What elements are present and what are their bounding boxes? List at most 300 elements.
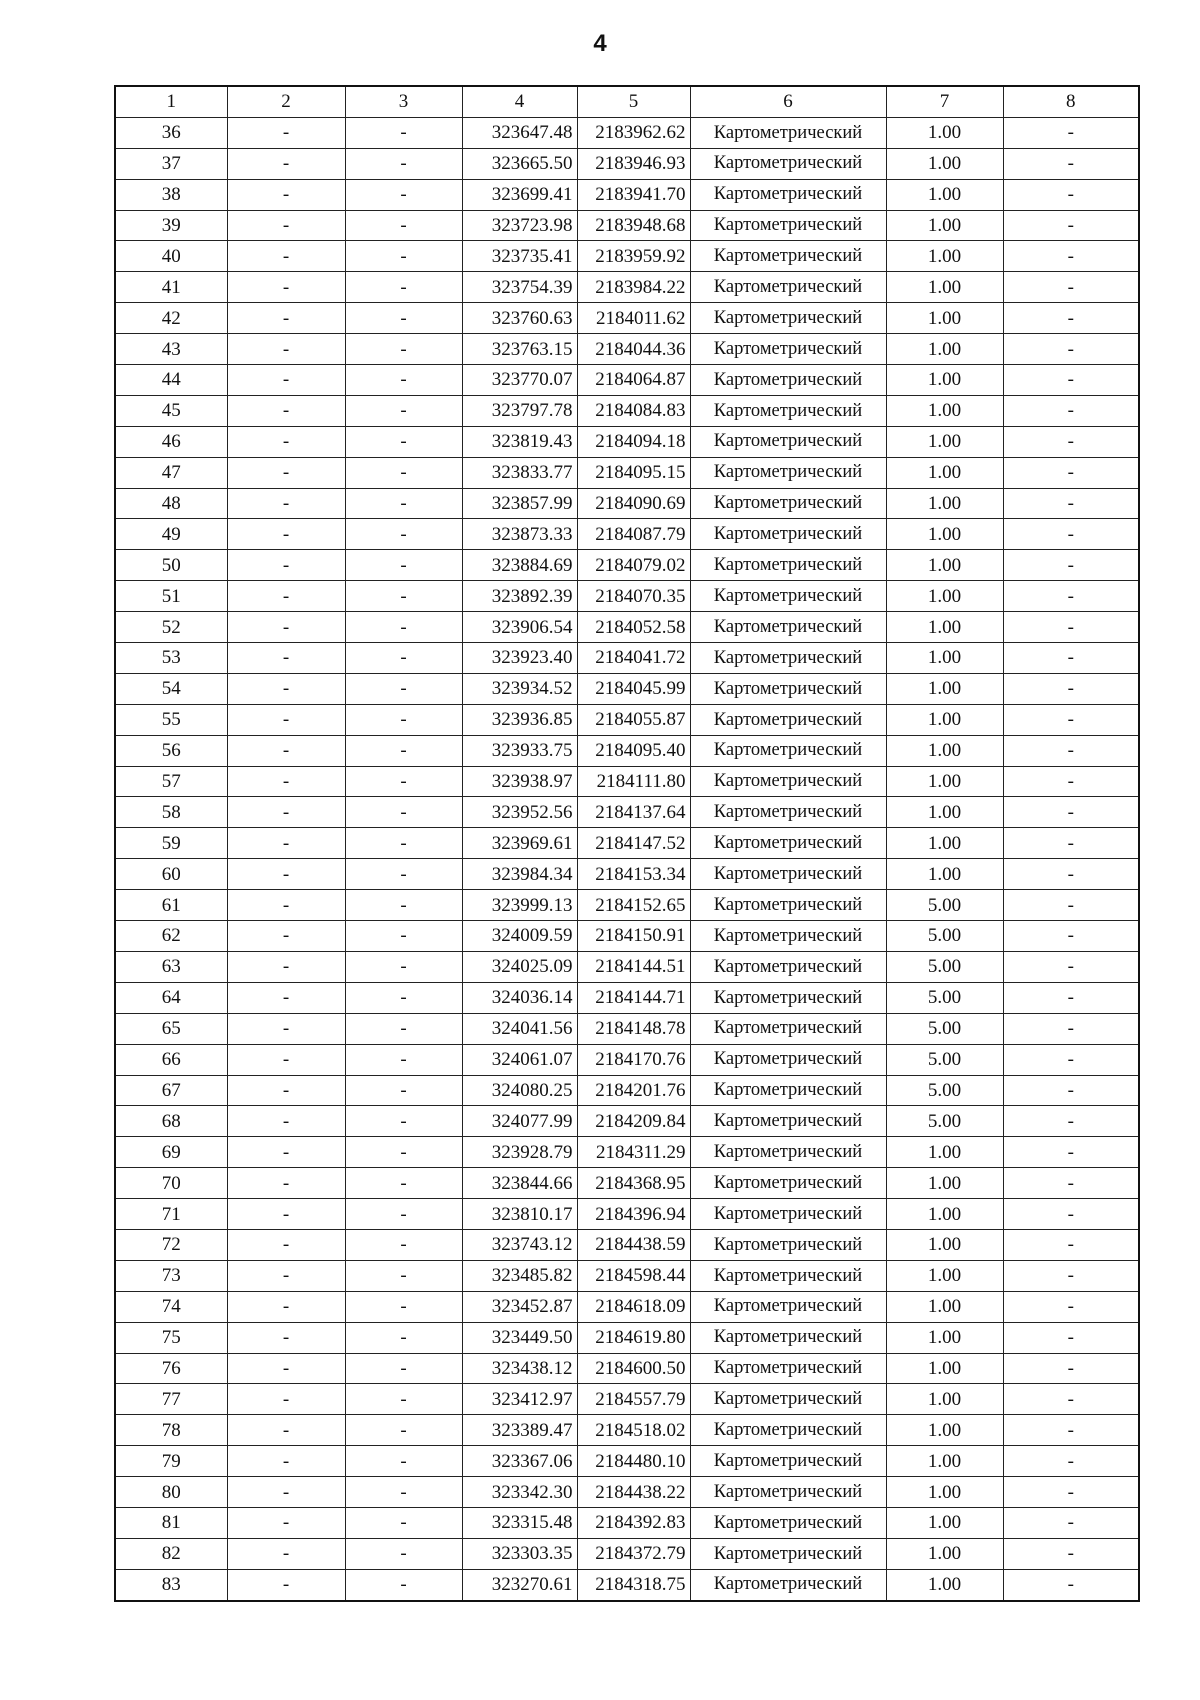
method-cell: Картометрический: [690, 1446, 886, 1477]
table-row: [115, 828, 1139, 859]
x-coordinate-cell: 323723.98: [462, 210, 577, 241]
accuracy-cell: 1.00: [886, 828, 1003, 859]
accuracy-cell: 1.00: [886, 797, 1003, 828]
x-coordinate-cell: 323389.47: [462, 1415, 577, 1446]
x-coordinate-cell: 323797.78: [462, 395, 577, 426]
column-3-cell: -: [345, 241, 462, 272]
method-cell: Картометрический: [690, 241, 886, 272]
method-cell: Картометрический: [690, 1477, 886, 1508]
point-number-cell: 46: [115, 426, 227, 457]
y-coordinate-cell: 2184064.87: [577, 365, 690, 396]
y-coordinate-cell: 2184318.75: [577, 1569, 690, 1600]
point-number-cell: 59: [115, 828, 227, 859]
table-row: [115, 148, 1139, 179]
column-8-cell: -: [1003, 1137, 1139, 1168]
x-coordinate-cell: 323933.75: [462, 735, 577, 766]
point-number-cell: 60: [115, 859, 227, 890]
table-row: [115, 1477, 1139, 1508]
point-number-cell: 41: [115, 272, 227, 303]
accuracy-cell: 1.00: [886, 1569, 1003, 1600]
accuracy-cell: 5.00: [886, 890, 1003, 921]
table-row: [115, 1353, 1139, 1384]
point-number-cell: 58: [115, 797, 227, 828]
column-3-cell: -: [345, 1569, 462, 1600]
column-8-cell: -: [1003, 334, 1139, 365]
column-8-cell: -: [1003, 426, 1139, 457]
table-row: [115, 704, 1139, 735]
x-coordinate-cell: 323412.97: [462, 1384, 577, 1415]
accuracy-cell: 1.00: [886, 241, 1003, 272]
column-3-cell: -: [345, 1106, 462, 1137]
column-3-cell: -: [345, 797, 462, 828]
point-number-cell: 61: [115, 890, 227, 921]
column-3-cell: -: [345, 426, 462, 457]
point-number-cell: 80: [115, 1477, 227, 1508]
y-coordinate-cell: 2184209.84: [577, 1106, 690, 1137]
x-coordinate-cell: 323485.82: [462, 1260, 577, 1291]
method-cell: Картометрический: [690, 179, 886, 210]
method-cell: Картометрический: [690, 1106, 886, 1137]
point-number-cell: 40: [115, 241, 227, 272]
accuracy-cell: 1.00: [886, 519, 1003, 550]
point-number-cell: 78: [115, 1415, 227, 1446]
column-8-cell: -: [1003, 303, 1139, 334]
table-row: [115, 488, 1139, 519]
y-coordinate-cell: 2184144.71: [577, 982, 690, 1013]
method-cell: Картометрический: [690, 643, 886, 674]
column-8-cell: -: [1003, 1168, 1139, 1199]
column-3-cell: -: [345, 612, 462, 643]
accuracy-cell: 5.00: [886, 921, 1003, 952]
point-number-cell: 38: [115, 179, 227, 210]
table-row: [115, 1229, 1139, 1260]
method-cell: Картометрический: [690, 550, 886, 581]
column-2-cell: -: [227, 179, 345, 210]
column-3-cell: -: [345, 643, 462, 674]
y-coordinate-cell: 2184045.99: [577, 673, 690, 704]
table-row: [115, 426, 1139, 457]
x-coordinate-cell: 323857.99: [462, 488, 577, 519]
column-3-cell: -: [345, 488, 462, 519]
column-8-cell: -: [1003, 519, 1139, 550]
column-8-cell: -: [1003, 1260, 1139, 1291]
x-coordinate-cell: 323906.54: [462, 612, 577, 643]
accuracy-cell: 1.00: [886, 148, 1003, 179]
table-row: [115, 1075, 1139, 1106]
column-header: 2: [227, 86, 345, 117]
y-coordinate-cell: 2183948.68: [577, 210, 690, 241]
method-cell: Картометрический: [690, 1538, 886, 1569]
column-8-cell: -: [1003, 1569, 1139, 1600]
accuracy-cell: 1.00: [886, 426, 1003, 457]
point-number-cell: 53: [115, 643, 227, 674]
column-2-cell: -: [227, 1199, 345, 1230]
column-3-cell: -: [345, 1415, 462, 1446]
column-8-cell: -: [1003, 117, 1139, 148]
accuracy-cell: 1.00: [886, 117, 1003, 148]
column-8-cell: -: [1003, 1538, 1139, 1569]
column-8-cell: -: [1003, 921, 1139, 952]
table-row: [115, 210, 1139, 241]
x-coordinate-cell: 323449.50: [462, 1322, 577, 1353]
column-8-cell: -: [1003, 148, 1139, 179]
column-3-cell: -: [345, 890, 462, 921]
point-number-cell: 69: [115, 1137, 227, 1168]
x-coordinate-cell: 323938.97: [462, 766, 577, 797]
point-number-cell: 36: [115, 117, 227, 148]
table-row: [115, 612, 1139, 643]
column-8-cell: -: [1003, 1106, 1139, 1137]
accuracy-cell: 1.00: [886, 1260, 1003, 1291]
column-3-cell: -: [345, 365, 462, 396]
x-coordinate-cell: 323923.40: [462, 643, 577, 674]
column-8-cell: -: [1003, 735, 1139, 766]
accuracy-cell: 1.00: [886, 1229, 1003, 1260]
table-header-row: [115, 86, 1139, 117]
table-row: [115, 1168, 1139, 1199]
y-coordinate-cell: 2184598.44: [577, 1260, 690, 1291]
accuracy-cell: 1.00: [886, 859, 1003, 890]
column-header: 3: [345, 86, 462, 117]
table-row: [115, 921, 1139, 952]
method-cell: Картометрический: [690, 334, 886, 365]
column-8-cell: -: [1003, 210, 1139, 241]
column-8-cell: -: [1003, 1013, 1139, 1044]
x-coordinate-cell: 323770.07: [462, 365, 577, 396]
method-cell: Картометрический: [690, 272, 886, 303]
column-3-cell: -: [345, 1446, 462, 1477]
point-number-cell: 48: [115, 488, 227, 519]
accuracy-cell: 1.00: [886, 1291, 1003, 1322]
x-coordinate-cell: 324061.07: [462, 1044, 577, 1075]
column-8-cell: -: [1003, 766, 1139, 797]
method-cell: Картометрический: [690, 519, 886, 550]
x-coordinate-cell: 323810.17: [462, 1199, 577, 1230]
column-8-cell: -: [1003, 1384, 1139, 1415]
y-coordinate-cell: 2184311.29: [577, 1137, 690, 1168]
column-2-cell: -: [227, 1075, 345, 1106]
point-number-cell: 42: [115, 303, 227, 334]
column-3-cell: -: [345, 673, 462, 704]
column-8-cell: -: [1003, 859, 1139, 890]
y-coordinate-cell: 2184137.64: [577, 797, 690, 828]
y-coordinate-cell: 2184150.91: [577, 921, 690, 952]
column-2-cell: -: [227, 488, 345, 519]
point-number-cell: 63: [115, 951, 227, 982]
x-coordinate-cell: 323735.41: [462, 241, 577, 272]
column-2-cell: -: [227, 1229, 345, 1260]
table-row: [115, 272, 1139, 303]
column-8-cell: -: [1003, 1291, 1139, 1322]
table-row: [115, 1199, 1139, 1230]
column-3-cell: -: [345, 457, 462, 488]
table-row: [115, 519, 1139, 550]
column-8-cell: -: [1003, 828, 1139, 859]
method-cell: Картометрический: [690, 581, 886, 612]
table-row: [115, 735, 1139, 766]
y-coordinate-cell: 2184095.15: [577, 457, 690, 488]
method-cell: Картометрический: [690, 704, 886, 735]
method-cell: Картометрический: [690, 1137, 886, 1168]
x-coordinate-cell: 323873.33: [462, 519, 577, 550]
column-2-cell: -: [227, 1260, 345, 1291]
table-row: [115, 1569, 1139, 1600]
column-8-cell: -: [1003, 1353, 1139, 1384]
column-2-cell: -: [227, 457, 345, 488]
method-cell: Картометрический: [690, 735, 886, 766]
column-3-cell: -: [345, 1507, 462, 1538]
column-2-cell: -: [227, 117, 345, 148]
column-3-cell: -: [345, 1075, 462, 1106]
column-8-cell: -: [1003, 241, 1139, 272]
table-row: [115, 1106, 1139, 1137]
column-3-cell: -: [345, 210, 462, 241]
point-number-cell: 73: [115, 1260, 227, 1291]
column-2-cell: -: [227, 1384, 345, 1415]
column-3-cell: -: [345, 1384, 462, 1415]
column-2-cell: -: [227, 1106, 345, 1137]
point-number-cell: 47: [115, 457, 227, 488]
x-coordinate-cell: 323892.39: [462, 581, 577, 612]
column-3-cell: -: [345, 982, 462, 1013]
y-coordinate-cell: 2184090.69: [577, 488, 690, 519]
accuracy-cell: 1.00: [886, 1384, 1003, 1415]
x-coordinate-cell: 323928.79: [462, 1137, 577, 1168]
point-number-cell: 55: [115, 704, 227, 735]
table-row: [115, 1507, 1139, 1538]
point-number-cell: 70: [115, 1168, 227, 1199]
table-row: [115, 303, 1139, 334]
column-3-cell: -: [345, 581, 462, 612]
column-8-cell: -: [1003, 1075, 1139, 1106]
column-2-cell: -: [227, 1415, 345, 1446]
y-coordinate-cell: 2184170.76: [577, 1044, 690, 1075]
page-number: 4: [593, 30, 607, 57]
column-8-cell: -: [1003, 797, 1139, 828]
column-2-cell: -: [227, 241, 345, 272]
method-cell: Картометрический: [690, 1199, 886, 1230]
point-number-cell: 57: [115, 766, 227, 797]
column-8-cell: -: [1003, 395, 1139, 426]
accuracy-cell: 1.00: [886, 766, 1003, 797]
column-2-cell: -: [227, 921, 345, 952]
point-number-cell: 71: [115, 1199, 227, 1230]
table-row: [115, 982, 1139, 1013]
x-coordinate-cell: 323969.61: [462, 828, 577, 859]
method-cell: Картометрический: [690, 1013, 886, 1044]
column-3-cell: -: [345, 859, 462, 890]
column-3-cell: -: [345, 395, 462, 426]
column-header: 1: [115, 86, 227, 117]
column-8-cell: -: [1003, 612, 1139, 643]
x-coordinate-cell: 323438.12: [462, 1353, 577, 1384]
column-3-cell: -: [345, 1353, 462, 1384]
x-coordinate-cell: 323699.41: [462, 179, 577, 210]
column-2-cell: -: [227, 673, 345, 704]
table-body: [115, 117, 1139, 1600]
column-2-cell: -: [227, 426, 345, 457]
y-coordinate-cell: 2183941.70: [577, 179, 690, 210]
point-number-cell: 76: [115, 1353, 227, 1384]
accuracy-cell: 1.00: [886, 643, 1003, 674]
table-row: [115, 1044, 1139, 1075]
accuracy-cell: 1.00: [886, 1477, 1003, 1508]
column-3-cell: -: [345, 828, 462, 859]
column-3-cell: -: [345, 1013, 462, 1044]
table-row: [115, 766, 1139, 797]
table-row: [115, 673, 1139, 704]
method-cell: Картометрический: [690, 1229, 886, 1260]
column-3-cell: -: [345, 519, 462, 550]
method-cell: Картометрический: [690, 921, 886, 952]
y-coordinate-cell: 2184619.80: [577, 1322, 690, 1353]
y-coordinate-cell: 2184518.02: [577, 1415, 690, 1446]
column-3-cell: -: [345, 550, 462, 581]
column-8-cell: -: [1003, 365, 1139, 396]
accuracy-cell: 1.00: [886, 334, 1003, 365]
column-8-cell: -: [1003, 1446, 1139, 1477]
method-cell: Картометрический: [690, 797, 886, 828]
x-coordinate-cell: 323984.34: [462, 859, 577, 890]
column-2-cell: -: [227, 148, 345, 179]
column-3-cell: -: [345, 735, 462, 766]
x-coordinate-cell: 324009.59: [462, 921, 577, 952]
method-cell: Картометрический: [690, 1353, 886, 1384]
column-3-cell: -: [345, 117, 462, 148]
y-coordinate-cell: 2184372.79: [577, 1538, 690, 1569]
y-coordinate-cell: 2184392.83: [577, 1507, 690, 1538]
column-3-cell: -: [345, 303, 462, 334]
x-coordinate-cell: 323760.63: [462, 303, 577, 334]
point-number-cell: 52: [115, 612, 227, 643]
x-coordinate-cell: 323884.69: [462, 550, 577, 581]
x-coordinate-cell: 323270.61: [462, 1569, 577, 1600]
point-number-cell: 67: [115, 1075, 227, 1106]
method-cell: Картометрический: [690, 828, 886, 859]
column-3-cell: -: [345, 704, 462, 735]
accuracy-cell: 1.00: [886, 1168, 1003, 1199]
column-2-cell: -: [227, 704, 345, 735]
y-coordinate-cell: 2183946.93: [577, 148, 690, 179]
point-number-cell: 82: [115, 1538, 227, 1569]
column-2-cell: -: [227, 1137, 345, 1168]
method-cell: Картометрический: [690, 1260, 886, 1291]
column-8-cell: -: [1003, 1199, 1139, 1230]
accuracy-cell: 1.00: [886, 1322, 1003, 1353]
column-8-cell: -: [1003, 1477, 1139, 1508]
column-2-cell: -: [227, 797, 345, 828]
accuracy-cell: 1.00: [886, 1446, 1003, 1477]
x-coordinate-cell: 323452.87: [462, 1291, 577, 1322]
table-row: [115, 365, 1139, 396]
table-row: [115, 1415, 1139, 1446]
column-3-cell: -: [345, 272, 462, 303]
column-2-cell: -: [227, 1446, 345, 1477]
accuracy-cell: 1.00: [886, 272, 1003, 303]
y-coordinate-cell: 2184094.18: [577, 426, 690, 457]
column-2-cell: -: [227, 550, 345, 581]
table-row: [115, 1384, 1139, 1415]
accuracy-cell: 1.00: [886, 303, 1003, 334]
point-number-cell: 68: [115, 1106, 227, 1137]
y-coordinate-cell: 2184368.95: [577, 1168, 690, 1199]
column-header: 8: [1003, 86, 1139, 117]
accuracy-cell: 1.00: [886, 612, 1003, 643]
y-coordinate-cell: 2184070.35: [577, 581, 690, 612]
method-cell: Картометрический: [690, 1507, 886, 1538]
point-number-cell: 79: [115, 1446, 227, 1477]
table-row: [115, 1446, 1139, 1477]
point-number-cell: 56: [115, 735, 227, 766]
x-coordinate-cell: 323743.12: [462, 1229, 577, 1260]
accuracy-cell: 1.00: [886, 457, 1003, 488]
point-number-cell: 50: [115, 550, 227, 581]
accuracy-cell: 5.00: [886, 1013, 1003, 1044]
table-row: [115, 1137, 1139, 1168]
y-coordinate-cell: 2184557.79: [577, 1384, 690, 1415]
accuracy-cell: 1.00: [886, 1415, 1003, 1446]
accuracy-cell: 5.00: [886, 951, 1003, 982]
table-row: [115, 643, 1139, 674]
method-cell: Картометрический: [690, 1415, 886, 1446]
y-coordinate-cell: 2184011.62: [577, 303, 690, 334]
accuracy-cell: 1.00: [886, 581, 1003, 612]
column-2-cell: -: [227, 1013, 345, 1044]
column-8-cell: -: [1003, 272, 1139, 303]
table-row: [115, 179, 1139, 210]
y-coordinate-cell: 2183984.22: [577, 272, 690, 303]
column-2-cell: -: [227, 1477, 345, 1508]
point-number-cell: 37: [115, 148, 227, 179]
column-3-cell: -: [345, 148, 462, 179]
column-3-cell: -: [345, 1291, 462, 1322]
column-2-cell: -: [227, 519, 345, 550]
column-2-cell: -: [227, 1291, 345, 1322]
x-coordinate-cell: 323934.52: [462, 673, 577, 704]
x-coordinate-cell: 324036.14: [462, 982, 577, 1013]
column-2-cell: -: [227, 982, 345, 1013]
x-coordinate-cell: 323936.85: [462, 704, 577, 735]
y-coordinate-cell: 2184600.50: [577, 1353, 690, 1384]
column-3-cell: -: [345, 1538, 462, 1569]
accuracy-cell: 1.00: [886, 395, 1003, 426]
column-2-cell: -: [227, 951, 345, 982]
column-2-cell: -: [227, 210, 345, 241]
column-header: 5: [577, 86, 690, 117]
x-coordinate-cell: 323754.39: [462, 272, 577, 303]
point-number-cell: 81: [115, 1507, 227, 1538]
column-3-cell: -: [345, 334, 462, 365]
point-number-cell: 77: [115, 1384, 227, 1415]
x-coordinate-cell: 323342.30: [462, 1477, 577, 1508]
column-8-cell: -: [1003, 1044, 1139, 1075]
column-2-cell: -: [227, 303, 345, 334]
method-cell: Картометрический: [690, 303, 886, 334]
table-row: [115, 1322, 1139, 1353]
table-row: [115, 1291, 1139, 1322]
method-cell: Картометрический: [690, 673, 886, 704]
point-number-cell: 39: [115, 210, 227, 241]
coordinates-table: [114, 85, 1140, 1602]
point-number-cell: 83: [115, 1569, 227, 1600]
column-8-cell: -: [1003, 1229, 1139, 1260]
column-3-cell: -: [345, 1229, 462, 1260]
accuracy-cell: 1.00: [886, 365, 1003, 396]
column-2-cell: -: [227, 334, 345, 365]
column-3-cell: -: [345, 1168, 462, 1199]
x-coordinate-cell: 324025.09: [462, 951, 577, 982]
table-row: [115, 951, 1139, 982]
